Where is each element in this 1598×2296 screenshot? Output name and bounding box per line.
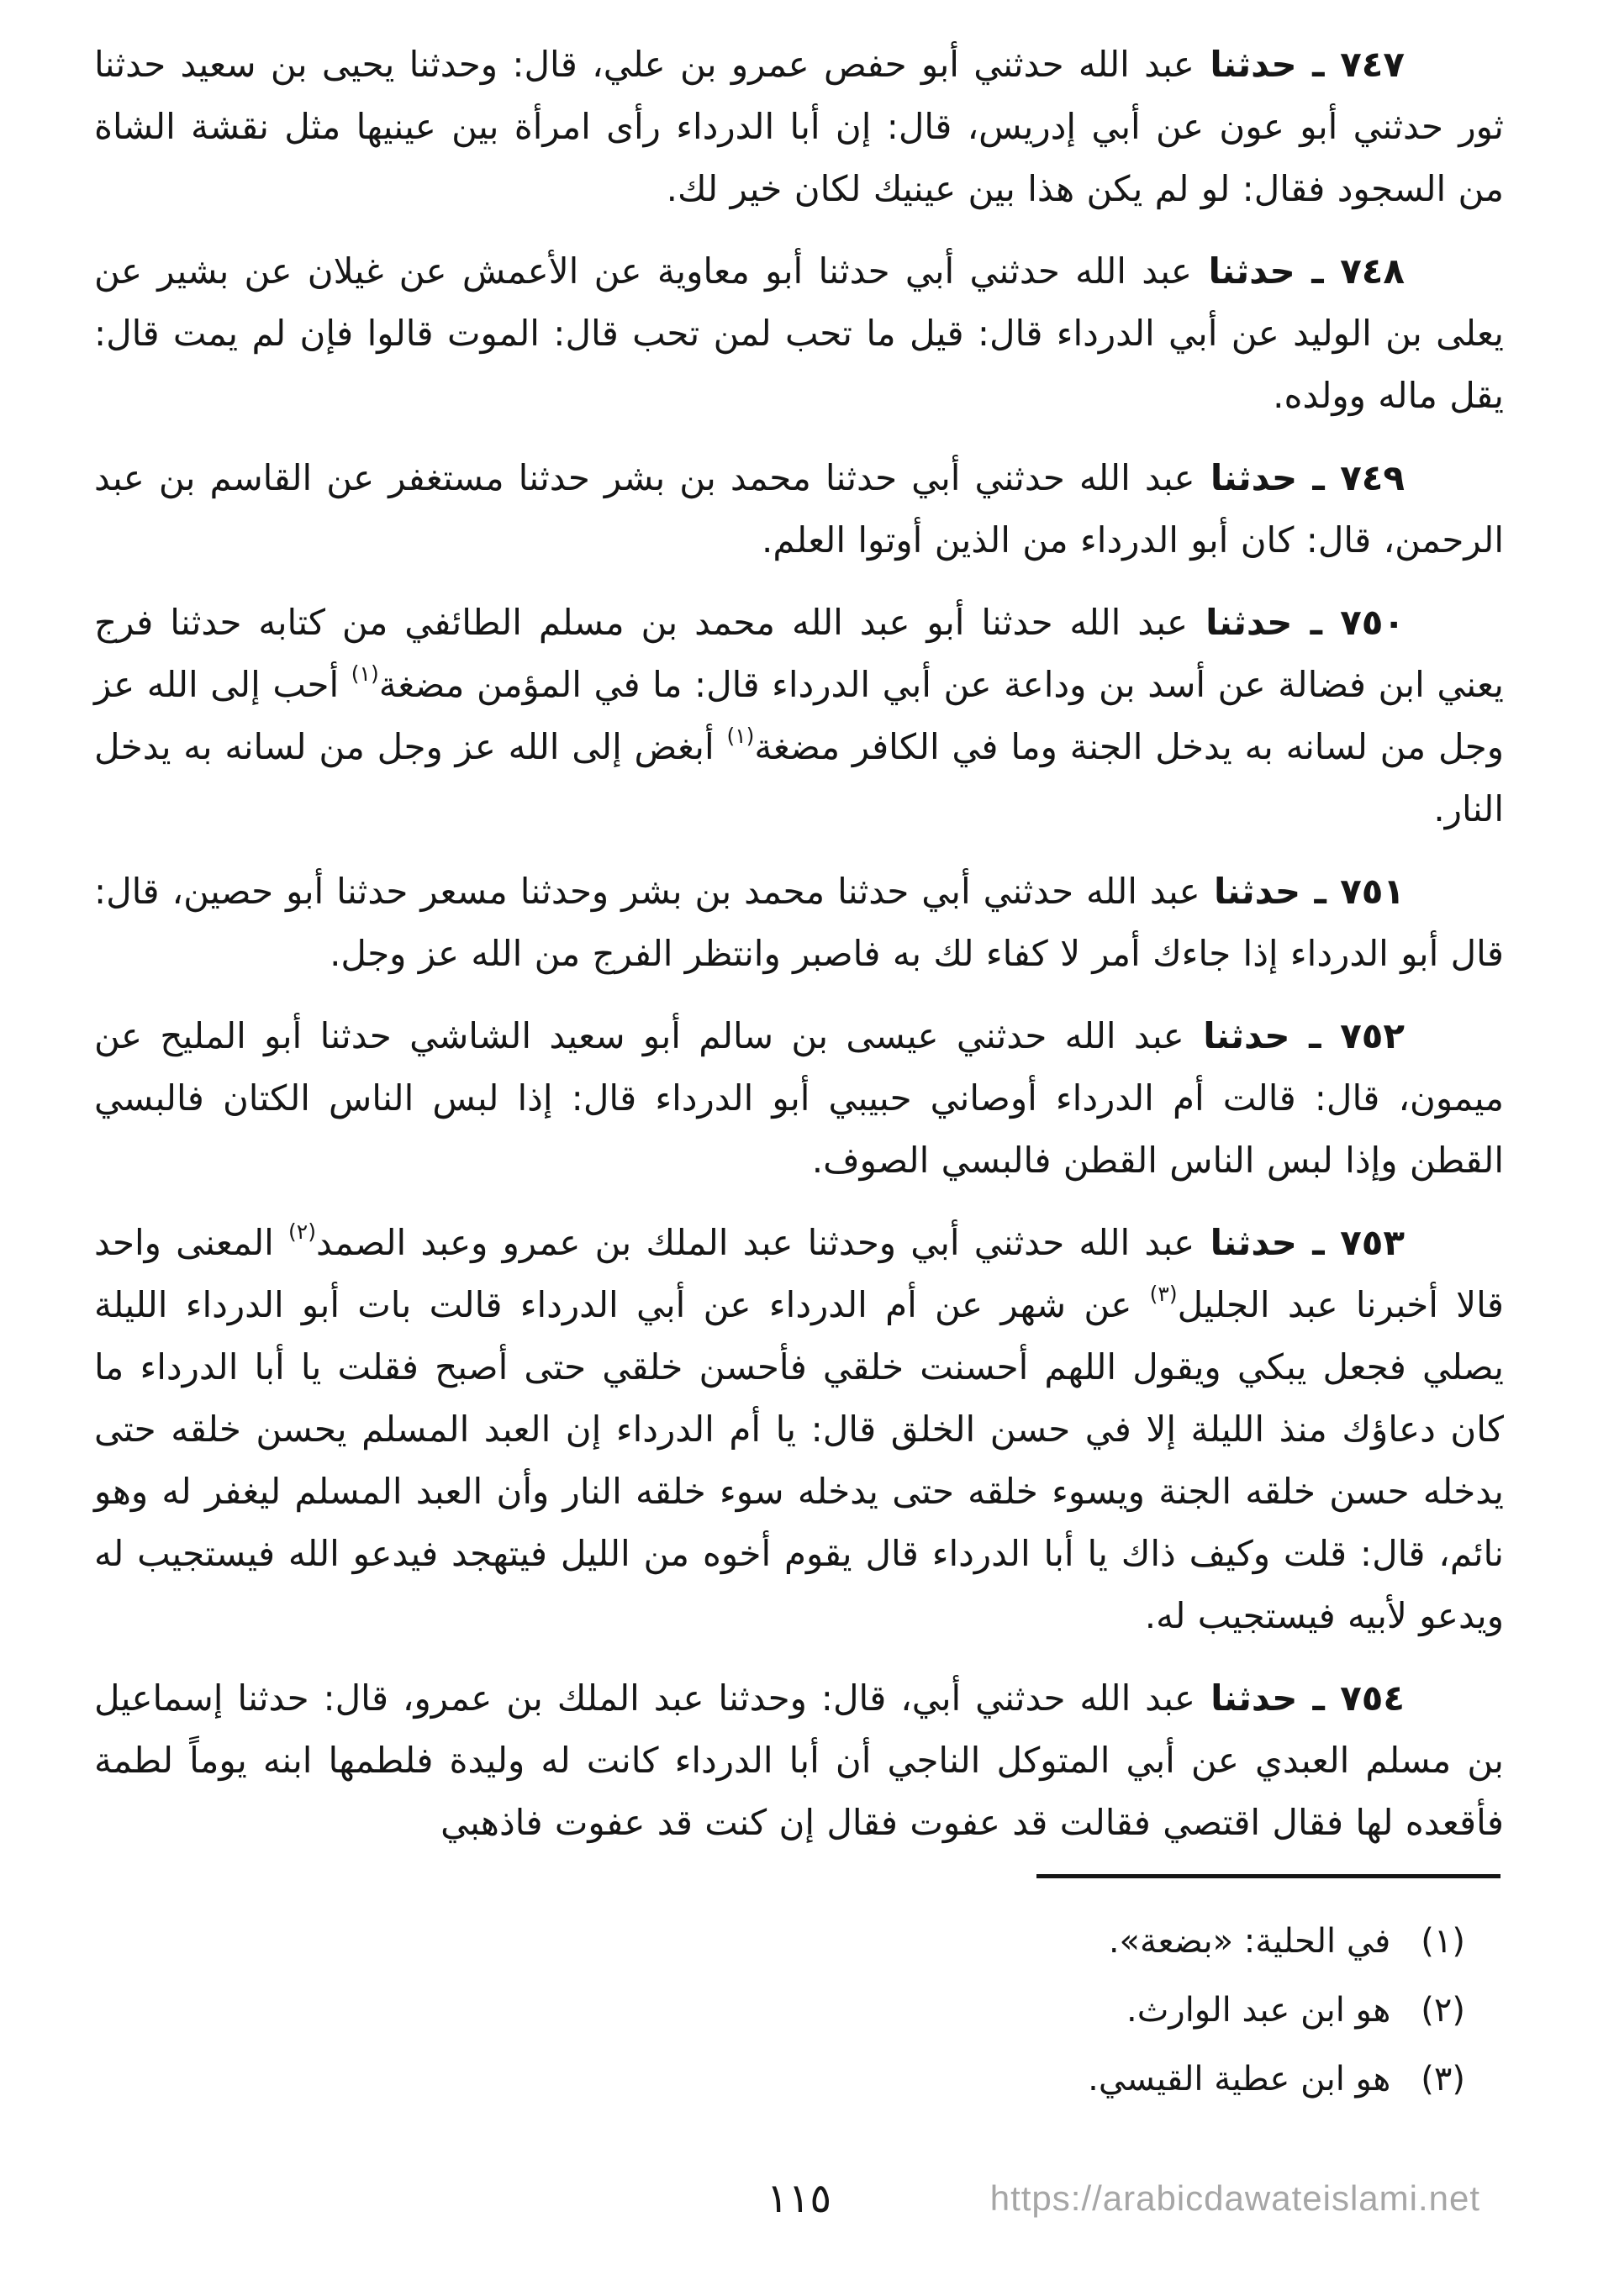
hadith-text: عبد الله حدثني أبي وحدثنا عبد الملك بن عمرو وعبد الصمد [315, 1222, 1195, 1263]
hadith-text: عن شهر عن أم الدرداء عن أبي الدرداء قالت بات أبو الدرداء الليلة يصلي فجعل يبكي ويقول اللهم أحسنت خلقي فأحسن خلقي حتى أصبح فقلت يا أبا الدرداء ما كان دعاؤك منذ الليلة إلا في حسن الخلق قال: يا أم الدرداء إن العبد المسلم يحسن خلقه حتى يدخله حسن خلقه الجنة ويسوء خلقه حتى يدخله سوء خلقه النار وأن العبد المسلم ليغفر له وهو نائم، قال: قلت وكيف ذاك يا أبا الدرداء قال يقوم أخوه من الليل فيتهجد فيدعو الله فيستجيب له ويدعو لأبيه فيستجيب له. [94, 1284, 1504, 1636]
hadith-text: أحب إلى الله عز وجل من لسانه به يدخل الجنة وما في الكافر مضغة [94, 664, 1505, 767]
hadith-text: عبد الله حدثني أبو حفص عمرو بن علي، قال: وحدثنا يحيى بن سعيد حدثنا ثور حدثني أبو عون عن أبي إدريس، قال: إن أبا الدرداء رأى امرأة بين عينيها مثل نقشة الشاة من السجود فقال: لو لم يكن هذا بين عينيك لكان خير لك. [94, 44, 1504, 209]
hadith-paragraph [94, 592, 1504, 840]
footnote-ref: (٣) [1149, 1282, 1178, 1306]
hadith-number: ٧٤٩ ـ حدثنا [1195, 457, 1405, 498]
page-number: ١١٥ [766, 2175, 832, 2222]
footnote-marker: (١) [1421, 1922, 1465, 1961]
hadith-number: ٧٥٠ ـ حدثنا [1188, 602, 1406, 643]
hadith-paragraph [94, 1667, 1504, 1854]
hadith-text: عبد الله حدثنا أبو عبد الله محمد بن مسلم الطائفي من كتابه حدثنا فرج يعني ابن فضالة عن أسد بن وداعة عن أبي الدرداء قال: ما في المؤمن مضغة [94, 602, 1504, 705]
hadith-text: المعنى واحد قالا أخبرنا عبد الجليل [94, 1222, 1504, 1325]
hadith-number: ٧٤٨ ـ حدثنا [1191, 250, 1405, 292]
footnote-text: هو ابن عطية القيسي. [1088, 2060, 1391, 2099]
footnote-ref: (١) [726, 724, 755, 748]
hadith-text: عبد الله حدثني أبي حدثنا أبو معاوية عن الأعمش عن غيلان عن بشير عن يعلى بن الوليد عن أبي الدرداء قال: قيل ما تحب لمن تحب قال: الموت قالوا فإن لم يمت قال: يقل ماله وولده. [94, 250, 1504, 416]
hadith-text: أبغض إلى الله عز وجل من لسانه به يدخل النار. [94, 726, 1504, 829]
footnote [0, 1976, 1465, 2045]
hadith-text: عبد الله حدثني أبي، قال: وحدثنا عبد الملك بن عمرو، قال: حدثنا إسماعيل بن مسلم العبدي عن أبي المتوكل الناجي أن أبا الدرداء كانت له وليدة فلطمها ابنه يوماً لطمة فأقعده لها فقال اقتصي فقالت قد عفوت فقال إن كنت قد عفوت فاذهبي [94, 1677, 1504, 1843]
hadith-number: ٧٥٤ ـ حدثنا [1195, 1677, 1406, 1719]
hadith-text: عبد الله حدثني أبي حدثنا محمد بن بشر وحدثنا مسعر حدثنا أبو حصين، قال: قال أبو الدرداء إذا جاءك أمر لا كفاء لك به فاصبر وانتظر الفرج من الله عز وجل. [94, 871, 1504, 974]
hadith-paragraph [94, 240, 1504, 427]
hadith-paragraph [94, 1212, 1504, 1647]
hadith-paragraph [94, 34, 1504, 220]
hadith-paragraph [94, 861, 1504, 985]
hadith-number: ٧٥٢ ـ حدثنا [1184, 1015, 1406, 1056]
hadith-number: ٧٥٣ ـ حدثنا [1195, 1222, 1406, 1263]
footnote-text: هو ابن عبد الوارث. [1126, 1991, 1391, 2030]
footnote-ref: (١) [351, 661, 379, 686]
footnote [0, 1907, 1465, 1976]
footnote [0, 2045, 1465, 2114]
footnote-text: في الحلية: «بضعة». [1108, 1922, 1391, 1961]
footnote-marker: (٣) [1421, 2060, 1465, 2099]
hadith-number: ٧٥١ ـ حدثنا [1200, 871, 1405, 912]
hadith-number: ٧٤٧ ـ حدثنا [1194, 44, 1405, 85]
hadith-text: عبد الله حدثني أبي حدثنا محمد بن بشر حدثنا مستغفر عن القاسم بن عبد الرحمن، قال: كان أبو الدرداء من الذين أوتوا العلم. [94, 457, 1504, 561]
footnote-marker: (٢) [1421, 1991, 1465, 2030]
hadith-text: عبد الله حدثني عيسى بن سالم أبو سعيد الشاشي حدثنا أبو المليح عن ميمون، قال: قالت أم الدرداء أوصاني حبيبي أبو الدرداء قال: إذا لبس الناس الكتان فالبسي القطن وإذا لبس الناس القطن فالبسي الصوف. [94, 1015, 1504, 1181]
watermark-url: https://arabicdawateislami.net [989, 2178, 1480, 2218]
footnote-ref: (٢) [288, 1219, 316, 1244]
footnote-divider [1036, 1874, 1500, 1878]
hadith-paragraph [94, 1005, 1504, 1192]
footnotes [0, 1907, 1465, 2114]
hadith-paragraph [94, 447, 1504, 571]
